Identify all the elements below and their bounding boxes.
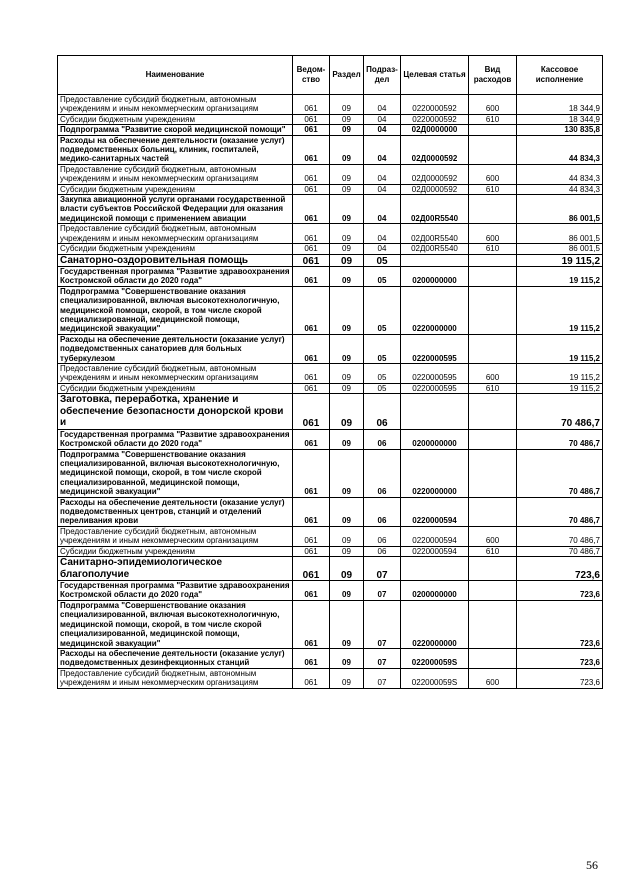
row-cash-execution: 723,6 [517, 668, 603, 688]
row-department: 061 [293, 581, 330, 601]
row-section: 09 [330, 429, 364, 449]
row-expense-type: 610 [469, 114, 517, 124]
row-section: 09 [330, 334, 364, 363]
row-department: 061 [293, 164, 330, 184]
row-expense-type [469, 648, 517, 668]
row-department: 061 [293, 334, 330, 363]
header-department: Ведом-ство [293, 56, 330, 95]
row-cash-execution: 70 486,7 [517, 526, 603, 546]
row-cash-execution: 70 486,7 [517, 449, 603, 497]
row-cash-execution: 70 486,7 [517, 497, 603, 526]
row-subsection: 06 [364, 394, 401, 430]
row-target-article [401, 394, 469, 430]
row-name: Подпрограмма "Совершенствование оказания специализированной, включая высокотехнологичную, медицинской помощи, скорой, в том числе скорой специализированной, медицинской помощи, медицинской эвакуации" [58, 600, 293, 648]
row-subsection: 07 [364, 581, 401, 601]
row-name: Подпрограмма "Совершенствование оказания специализированной, включая высокотехнологичную, медицинской помощи, скорой, в том числе скорой специализированной, медицинской помощи, медицинской эвакуации" [58, 286, 293, 334]
row-department: 061 [293, 429, 330, 449]
row-section: 09 [330, 546, 364, 556]
row-target-article [401, 557, 469, 581]
row-department: 061 [293, 394, 330, 430]
row-name: Расходы на обеспечение деятельности (оказание услуг) подведомственных дезинфекционных станций [58, 648, 293, 668]
row-cash-execution: 44 834,3 [517, 135, 603, 164]
table-row [58, 254, 603, 267]
row-name: Государственная программа "Развитие здравоохранения Костромской области до 2020 года" [58, 267, 293, 287]
row-target-article: 02Д00R5540 [401, 244, 469, 254]
header-cash-execution: Кассовое исполнение [517, 56, 603, 95]
row-cash-execution: 70 486,7 [517, 394, 603, 430]
table-row [58, 497, 603, 526]
table-row [58, 95, 603, 115]
row-section: 09 [330, 195, 364, 224]
row-subsection: 05 [364, 254, 401, 267]
page-number: 56 [586, 858, 598, 872]
row-section: 09 [330, 164, 364, 184]
table-header-row [58, 56, 603, 95]
row-expense-type [469, 429, 517, 449]
row-cash-execution: 130 835,8 [517, 125, 603, 135]
header-subsection: Подраз-дел [364, 56, 401, 95]
row-department: 061 [293, 286, 330, 334]
row-cash-execution: 723,6 [517, 581, 603, 601]
row-name: Предоставление субсидий бюджетным, автономным учреждениям и иным некоммерческим организациям [58, 224, 293, 244]
row-cash-execution: 86 001,5 [517, 224, 603, 244]
row-subsection: 07 [364, 600, 401, 648]
row-section: 09 [330, 224, 364, 244]
row-name: Расходы на обеспечение деятельности (оказание услуг) подведомственных больниц, клиник, госпиталей, медико-санитарных частей [58, 135, 293, 164]
row-expense-type: 610 [469, 546, 517, 556]
row-subsection: 04 [364, 184, 401, 194]
row-subsection: 06 [364, 449, 401, 497]
row-department: 061 [293, 557, 330, 581]
table-body [58, 95, 603, 689]
table-row [58, 244, 603, 254]
row-department: 061 [293, 383, 330, 393]
row-target-article: 0220000592 [401, 114, 469, 124]
row-name: Предоставление субсидий бюджетным, автономным учреждениям и иным некоммерческим организациям [58, 668, 293, 688]
row-department: 061 [293, 267, 330, 287]
row-cash-execution: 70 486,7 [517, 429, 603, 449]
budget-table [57, 55, 603, 689]
table-row [58, 267, 603, 287]
row-subsection: 05 [364, 383, 401, 393]
row-expense-type [469, 195, 517, 224]
row-department: 061 [293, 449, 330, 497]
row-expense-type: 600 [469, 95, 517, 115]
row-target-article: 0220000595 [401, 364, 469, 384]
row-expense-type [469, 581, 517, 601]
row-name: Заготовка, переработка, хранение и обеспечение безопасности донорской крови и [58, 394, 293, 430]
row-subsection: 04 [364, 244, 401, 254]
row-section: 09 [330, 383, 364, 393]
row-section: 09 [330, 668, 364, 688]
row-target-article: 02Д0000000 [401, 125, 469, 135]
row-cash-execution: 86 001,5 [517, 195, 603, 224]
row-target-article: 0220000594 [401, 526, 469, 546]
row-cash-execution: 19 115,2 [517, 286, 603, 334]
row-section: 09 [330, 244, 364, 254]
row-subsection: 06 [364, 429, 401, 449]
row-section: 09 [330, 394, 364, 430]
row-section: 09 [330, 449, 364, 497]
table-row [58, 546, 603, 556]
table-row [58, 557, 603, 581]
row-target-article: 022000059S [401, 648, 469, 668]
table-row [58, 668, 603, 688]
row-department: 061 [293, 364, 330, 384]
row-department: 061 [293, 497, 330, 526]
row-cash-execution: 70 486,7 [517, 546, 603, 556]
row-name: Предоставление субсидий бюджетным, автономным учреждениям и иным некоммерческим организациям [58, 364, 293, 384]
row-name: Предоставление субсидий бюджетным, автономным учреждениям и иным некоммерческим организациям [58, 164, 293, 184]
row-subsection: 06 [364, 526, 401, 546]
row-expense-type: 600 [469, 526, 517, 546]
header-target-article: Целевая статья [401, 56, 469, 95]
row-section: 09 [330, 364, 364, 384]
header-name: Наименование [58, 56, 293, 95]
row-department: 061 [293, 184, 330, 194]
row-name: Подпрограмма "Развитие скорой медицинской помощи" [58, 125, 293, 135]
row-subsection: 06 [364, 546, 401, 556]
row-target-article: 0220000594 [401, 546, 469, 556]
row-name: Субсидии бюджетным учреждениям [58, 114, 293, 124]
row-target-article: 0220000594 [401, 497, 469, 526]
row-subsection: 04 [364, 135, 401, 164]
row-department: 061 [293, 95, 330, 115]
row-target-article: 02Д0000592 [401, 184, 469, 194]
row-expense-type [469, 125, 517, 135]
row-department: 061 [293, 526, 330, 546]
row-target-article: 0220000000 [401, 449, 469, 497]
row-cash-execution: 86 001,5 [517, 244, 603, 254]
row-department: 061 [293, 135, 330, 164]
row-department: 061 [293, 668, 330, 688]
row-expense-type: 600 [469, 164, 517, 184]
row-name: Санитарно-эпидемиологическое благополучие [58, 557, 293, 581]
row-name: Закупка авиационной услуги органами государственной власти субъектов Российской Федерации для оказания медицинской помощи с применением авиации [58, 195, 293, 224]
table-row [58, 164, 603, 184]
row-expense-type: 600 [469, 224, 517, 244]
row-department: 061 [293, 244, 330, 254]
table-row [58, 125, 603, 135]
row-name: Субсидии бюджетным учреждениям [58, 244, 293, 254]
row-cash-execution: 19 115,2 [517, 383, 603, 393]
row-expense-type [469, 449, 517, 497]
table-row [58, 135, 603, 164]
row-section: 09 [330, 526, 364, 546]
row-section: 09 [330, 125, 364, 135]
row-cash-execution: 19 115,2 [517, 364, 603, 384]
header-section: Раздел [330, 56, 364, 95]
row-cash-execution: 19 115,2 [517, 254, 603, 267]
row-section: 09 [330, 581, 364, 601]
row-expense-type [469, 135, 517, 164]
row-expense-type: 610 [469, 383, 517, 393]
table-row [58, 195, 603, 224]
header-expense-type: Вид расходов [469, 56, 517, 95]
row-target-article: 0200000000 [401, 429, 469, 449]
row-subsection: 06 [364, 497, 401, 526]
row-name: Подпрограмма "Совершенствование оказания специализированной, включая высокотехнологичную, медицинской помощи, скорой, в том числе скорой специализированной, медицинской помощи, медицинской эвакуации" [58, 449, 293, 497]
row-target-article: 0200000000 [401, 581, 469, 601]
row-department: 061 [293, 254, 330, 267]
row-subsection: 05 [364, 267, 401, 287]
row-section: 09 [330, 114, 364, 124]
row-name: Субсидии бюджетным учреждениям [58, 546, 293, 556]
table-row [58, 114, 603, 124]
row-target-article: 02Д00R5540 [401, 224, 469, 244]
row-target-article: 02Д0000592 [401, 135, 469, 164]
table-row [58, 581, 603, 601]
row-expense-type [469, 600, 517, 648]
row-target-article [401, 254, 469, 267]
row-subsection: 07 [364, 557, 401, 581]
row-section: 09 [330, 600, 364, 648]
row-section: 09 [330, 267, 364, 287]
table-row [58, 383, 603, 393]
row-expense-type: 600 [469, 668, 517, 688]
row-subsection: 05 [364, 334, 401, 363]
row-name: Государственная программа "Развитие здравоохранения Костромской области до 2020 года" [58, 581, 293, 601]
row-expense-type [469, 267, 517, 287]
table-row [58, 394, 603, 430]
table-row [58, 224, 603, 244]
table-row [58, 600, 603, 648]
row-department: 061 [293, 546, 330, 556]
row-department: 061 [293, 125, 330, 135]
table-row [58, 364, 603, 384]
row-expense-type [469, 334, 517, 363]
row-subsection: 04 [364, 224, 401, 244]
row-department: 061 [293, 224, 330, 244]
table-row [58, 648, 603, 668]
row-target-article: 0200000000 [401, 267, 469, 287]
row-section: 09 [330, 557, 364, 581]
row-expense-type [469, 557, 517, 581]
row-cash-execution: 19 115,2 [517, 267, 603, 287]
row-section: 09 [330, 497, 364, 526]
row-target-article: 0220000595 [401, 334, 469, 363]
row-expense-type [469, 394, 517, 430]
table-row [58, 334, 603, 363]
row-expense-type: 610 [469, 184, 517, 194]
row-department: 061 [293, 195, 330, 224]
row-cash-execution: 723,6 [517, 600, 603, 648]
row-department: 061 [293, 600, 330, 648]
row-target-article: 022000059S [401, 668, 469, 688]
row-cash-execution: 18 344,9 [517, 95, 603, 115]
row-section: 09 [330, 184, 364, 194]
row-cash-execution: 19 115,2 [517, 334, 603, 363]
row-expense-type [469, 254, 517, 267]
row-expense-type [469, 497, 517, 526]
row-subsection: 05 [364, 364, 401, 384]
row-name: Расходы на обеспечение деятельности (оказание услуг) подведомственных санаториев для больных туберкулезом [58, 334, 293, 363]
row-name: Предоставление субсидий бюджетным, автономным учреждениям и иным некоммерческим организациям [58, 95, 293, 115]
row-subsection: 04 [364, 195, 401, 224]
row-target-article: 0220000595 [401, 383, 469, 393]
row-name: Субсидии бюджетным учреждениям [58, 184, 293, 194]
row-cash-execution: 44 834,3 [517, 164, 603, 184]
row-section: 09 [330, 648, 364, 668]
row-cash-execution: 723,6 [517, 648, 603, 668]
table-row [58, 526, 603, 546]
row-name: Расходы на обеспечение деятельности (оказание услуг) подведомственных центров, станций и отделений переливания крови [58, 497, 293, 526]
row-department: 061 [293, 114, 330, 124]
row-target-article: 0220000592 [401, 95, 469, 115]
row-expense-type [469, 286, 517, 334]
table-row [58, 429, 603, 449]
row-subsection: 07 [364, 648, 401, 668]
row-cash-execution: 18 344,9 [517, 114, 603, 124]
row-name: Государственная программа "Развитие здравоохранения Костромской области до 2020 года" [58, 429, 293, 449]
table-row [58, 449, 603, 497]
row-expense-type: 610 [469, 244, 517, 254]
row-section: 09 [330, 135, 364, 164]
row-section: 09 [330, 254, 364, 267]
row-subsection: 04 [364, 164, 401, 184]
row-department: 061 [293, 648, 330, 668]
row-subsection: 04 [364, 114, 401, 124]
row-cash-execution: 44 834,3 [517, 184, 603, 194]
row-subsection: 07 [364, 668, 401, 688]
row-subsection: 05 [364, 286, 401, 334]
row-subsection: 04 [364, 95, 401, 115]
row-section: 09 [330, 286, 364, 334]
row-target-article: 0220000000 [401, 286, 469, 334]
row-subsection: 04 [364, 125, 401, 135]
row-target-article: 02Д00R5540 [401, 195, 469, 224]
row-target-article: 0220000000 [401, 600, 469, 648]
table-row [58, 286, 603, 334]
row-section: 09 [330, 95, 364, 115]
row-target-article: 02Д0000592 [401, 164, 469, 184]
row-name: Санаторно-оздоровительная помощь [58, 254, 293, 267]
row-cash-execution: 723,6 [517, 557, 603, 581]
row-name: Субсидии бюджетным учреждениям [58, 383, 293, 393]
row-expense-type: 600 [469, 364, 517, 384]
table-row [58, 184, 603, 194]
row-name: Предоставление субсидий бюджетным, автономным учреждениям и иным некоммерческим организациям [58, 526, 293, 546]
